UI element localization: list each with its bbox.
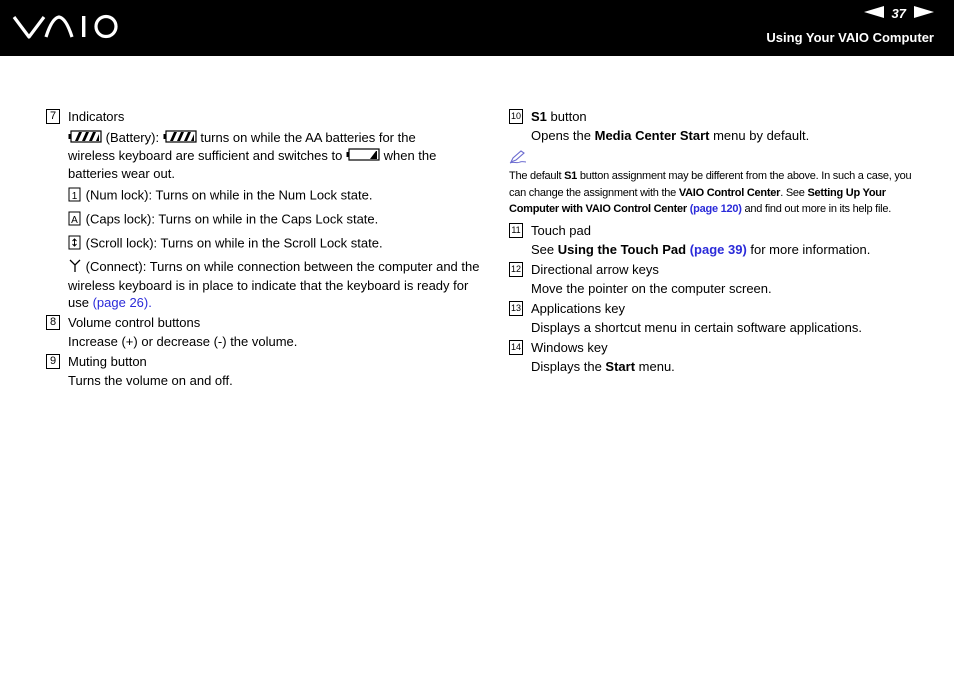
item-description bbox=[531, 127, 914, 144]
note-span: . See bbox=[780, 186, 808, 199]
desc-text: for more information. bbox=[746, 241, 871, 257]
item-title: Touch pad bbox=[531, 222, 591, 238]
antenna-icon bbox=[68, 258, 82, 277]
note-span: and find out more in its help file. bbox=[741, 203, 892, 215]
battery-low-icon bbox=[346, 148, 380, 165]
list-item-s1 bbox=[509, 108, 914, 144]
page-39-link[interactable]: (page 39) bbox=[689, 241, 747, 257]
item-title: Windows key bbox=[531, 339, 608, 355]
desc-bold: Media Center Start bbox=[594, 128, 710, 143]
desc-text: See bbox=[531, 241, 558, 257]
list-item-volume bbox=[46, 314, 486, 350]
item-number: 8 bbox=[46, 315, 60, 330]
item-title: Muting button bbox=[68, 354, 147, 370]
list-item-arrow-keys bbox=[509, 261, 914, 297]
list-item-indicators bbox=[46, 108, 486, 311]
caps-lock-icon bbox=[68, 210, 82, 230]
item-number: 14 bbox=[509, 340, 523, 355]
battery-text: wireless keyboard are sufficient and switches to bbox=[68, 148, 343, 164]
num-lock-icon bbox=[68, 186, 82, 206]
item-number: 10 bbox=[509, 109, 523, 124]
connect-period: . bbox=[148, 295, 152, 311]
desc-text: menu. bbox=[635, 358, 675, 374]
battery-text: batteries wear out. bbox=[68, 166, 175, 182]
svg-text:A: A bbox=[71, 215, 78, 227]
battery-full-icon bbox=[163, 130, 197, 147]
desc-bold: Using the Touch Pad bbox=[557, 241, 687, 257]
next-page-icon[interactable] bbox=[914, 6, 934, 21]
svg-text:1: 1 bbox=[71, 191, 78, 203]
note-bold: S1 bbox=[564, 170, 578, 182]
note-text bbox=[509, 168, 914, 218]
left-column bbox=[46, 108, 486, 389]
item-description: Increase (+) or decrease (-) the volume. bbox=[68, 334, 298, 350]
numlock-description bbox=[68, 186, 486, 206]
item-description bbox=[531, 358, 914, 375]
item-number: 12 bbox=[509, 262, 523, 277]
capslock-description bbox=[68, 210, 486, 230]
scrolllock-description bbox=[68, 234, 486, 254]
desc-text: Displays the bbox=[531, 358, 606, 374]
right-column bbox=[509, 108, 914, 375]
item-title: Indicators bbox=[68, 109, 125, 124]
item-description: Turns the volume on and off. bbox=[68, 373, 233, 389]
page-26-link[interactable]: (page 26) bbox=[92, 295, 149, 311]
page-number: 37 bbox=[891, 6, 906, 21]
list-item-muting bbox=[46, 353, 486, 389]
item-title: Applications key bbox=[531, 300, 625, 316]
connect-text: (Connect): Turns on while connection between the computer and the wireless keyboard is in place to indicate that the keyboard is ready for use bbox=[68, 259, 480, 311]
page-navigation bbox=[864, 6, 934, 21]
note-span: button assignment may be different from the above. In such a case, you can change the assignment with the bbox=[509, 170, 912, 199]
vaio-logo bbox=[12, 10, 122, 47]
list-item-touchpad bbox=[509, 222, 914, 258]
battery-text: when the bbox=[383, 148, 437, 164]
battery-full-icon bbox=[68, 130, 102, 147]
item-title: Directional arrow keys bbox=[531, 261, 659, 277]
battery-label: (Battery): bbox=[105, 130, 160, 145]
item-number: 7 bbox=[46, 109, 60, 124]
item-description: Move the pointer on the computer screen. bbox=[531, 280, 772, 296]
desc-bold: Start bbox=[605, 358, 636, 374]
scroll-lock-icon bbox=[68, 234, 82, 254]
title-rest: button bbox=[546, 109, 587, 124]
scrolllock-text: (Scroll lock): Turns on while in the Scroll Lock state. bbox=[85, 235, 383, 251]
note-bold: VAIO Control Center bbox=[678, 186, 781, 199]
previous-page-icon[interactable] bbox=[864, 6, 884, 21]
list-item-windows-key bbox=[509, 339, 914, 375]
note-span: The default bbox=[509, 170, 565, 182]
item-number: 13 bbox=[509, 301, 523, 316]
list-item-applications-key bbox=[509, 300, 914, 336]
battery-text: turns on while the AA batteries for the bbox=[200, 130, 416, 145]
title-bold: S1 bbox=[531, 109, 547, 124]
item-number: 11 bbox=[509, 223, 523, 238]
capslock-text: (Caps lock): Turns on while in the Caps Lock state. bbox=[85, 211, 379, 227]
item-description bbox=[531, 241, 914, 258]
item-number: 9 bbox=[46, 354, 60, 369]
page-120-link[interactable]: (page 120) bbox=[689, 203, 742, 215]
desc-text: menu by default. bbox=[709, 128, 810, 143]
pencil-note-icon bbox=[509, 150, 914, 168]
page-header bbox=[0, 0, 954, 56]
item-description: Displays a shortcut menu in certain software applications. bbox=[531, 319, 862, 335]
item-title: Volume control buttons bbox=[68, 315, 201, 331]
item-title bbox=[531, 108, 914, 125]
note-bold: Setting Up Your Computer with VAIO Control Center bbox=[509, 186, 886, 215]
section-title: Using Your VAIO Computer bbox=[766, 30, 934, 45]
desc-text: Opens the bbox=[531, 128, 595, 143]
connect-description bbox=[68, 258, 486, 311]
numlock-text: (Num lock): Turns on while in the Num Lock state. bbox=[85, 187, 373, 203]
battery-description bbox=[68, 129, 486, 182]
